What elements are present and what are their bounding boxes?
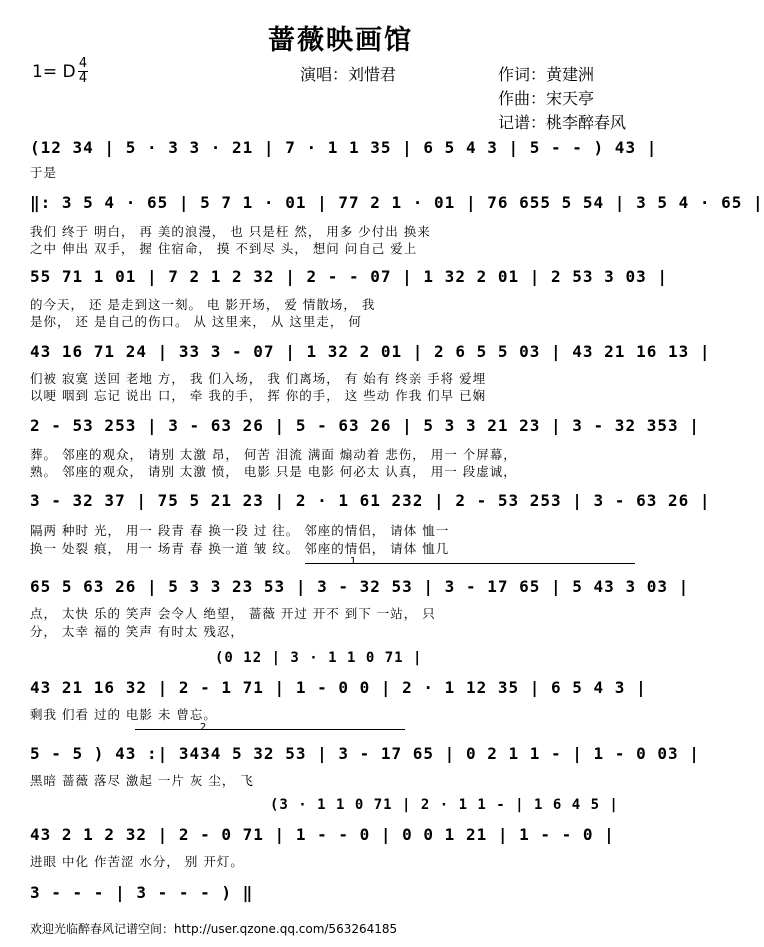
score-row-lyric: 分， 太幸 福的 笑声 有时太 残忍，: [30, 624, 244, 639]
score-row-notes: 43 21 16 32 | 2 - 1 71 | 1 - 0 0 | 2 · 1 12 35 | 6 5 4 3 |: [30, 678, 647, 697]
score-row-lyric: 是你， 还 是自己的伤口。 从 这里来， 从 这里走， 何: [30, 314, 362, 329]
score-row-lyric: 换一 处裂 痕， 用一 场青 春 换一道 皱 纹。 邻座的情侣， 请体 恤几: [30, 541, 450, 556]
interlude-overlay-notes: (0 12 | 3 · 1 1 0 71 |: [215, 650, 423, 666]
score-row-lyric: 的今天， 还 是走到这一刻。 电 影开场， 爱 情散场， 我: [30, 297, 376, 312]
score-row-lyric: 剩我 们看 过的 电影 未 曾忘。: [30, 707, 217, 722]
score-row-notes: 2 - 53 253 | 3 - 63 26 | 5 - 63 26 | 5 3 3 21 23 | 3 - 32 353 |: [30, 416, 700, 435]
singer-credit: 演唱：刘惜君: [300, 65, 397, 84]
meter-bottom: 4: [78, 71, 88, 86]
score-row-notes: 65 5 63 26 | 5 3 3 23 53 | 3 - 32 53 | 3 - 17 65 | 5 43 3 03 |: [30, 577, 690, 596]
volta-second-label: 2: [200, 722, 207, 733]
volta-first-label: 1: [350, 556, 357, 567]
time-signature: [78, 58, 88, 85]
score-row-lyric: 进眼 中化 作苦涩 水分， 别 开灯。: [30, 854, 244, 869]
score-row-notes: 43 16 71 24 | 33 3 - 07 | 1 32 2 01 | 2 6 5 5 03 | 43 21 16 13 |: [30, 342, 711, 361]
score-row-lyric: 点， 太快 乐的 笑声 会令人 绝望， 蔷薇 开过 开不 到下 一站， 只: [30, 606, 436, 621]
score-row-lyric: 隔两 种时 光， 用一 段青 春 换一段 过 往。 邻座的情侣， 请体 恤一: [30, 523, 450, 538]
score-row-lyric: 黑暗 蔷薇 落尽 激起 一片 灰 尘， 飞: [30, 773, 254, 788]
score-row-lyric: 熟。 邻座的观众， 请别 太激 愤， 电影 只是 电影 何必太 认真， 用一 段虚诚，: [30, 464, 517, 479]
transcriber-credit: 记谱：桃李醉春风: [498, 113, 627, 132]
score-row-lyric: 葬。 邻座的观众， 请别 太激 昂， 何苦 泪流 满面 煽动着 悲伤， 用一 个屏幕，: [30, 447, 517, 462]
interlude-overlay-notes: (3 · 1 1 0 71 | 2 · 1 1 - | 1 6 4 5 |: [270, 797, 619, 813]
score-row-notes: 3 - 32 37 | 75 5 21 23 | 2 · 1 61 232 | 2 - 53 253 | 3 - 63 26 |: [30, 491, 711, 510]
song-title: 蔷薇映画馆: [268, 25, 413, 56]
key-signature: 1= D: [32, 62, 76, 82]
lyricist-credit: 作词：黄建洲: [498, 65, 595, 84]
score-row-lyric: 们被 寂寞 送回 老地 方， 我 们入场， 我 们离场， 有 始有 终亲 手将 爱埋: [30, 371, 487, 386]
volta-second-bracket: [135, 729, 405, 730]
score-row-notes: 5 - 5 ) 43 :| 3434 5 32 53 | 3 - 17 65 | 0 2 1 1 - | 1 - 0 03 |: [30, 744, 700, 763]
meter-top: 4: [78, 56, 88, 71]
composer-credit: 作曲：宋天亭: [498, 89, 595, 108]
score-row-notes: 43 2 1 2 32 | 2 - 0 71 | 1 - - 0 | 0 0 1 21 | 1 - - 0 |: [30, 825, 615, 844]
score-row-notes: 55 71 1 01 | 7 2 1 2 32 | 2 - - 07 | 1 32 2 01 | 2 53 3 03 |: [30, 267, 668, 286]
score-row-notes: (12 34 | 5 · 3 3 · 21 | 7 · 1 1 35 | 6 5 4 3 | 5 - - ) 43 |: [30, 138, 658, 157]
score-row-notes: 3 - - - | 3 - - - ) ‖: [30, 883, 254, 902]
score-row-lyric: 之中 伸出 双手， 握 住宿命， 摸 不到尽 头， 想问 问自己 爱上: [30, 241, 418, 256]
score-row-lyric: 以哽 咽到 忘记 说出 口， 牵 我的手， 挥 你的手， 这 些动 作我 们早 已娴: [30, 388, 487, 403]
score-row-lyric: 我们 终于 明白， 再 美的浪漫， 也 只是枉 然， 用多 少付出 换来: [30, 224, 431, 239]
score-row-notes: ‖: 3 5 4 · 65 | 5 7 1 · 01 | 77 2 1 · 01 | 76 655 5 54 | 3 5 4 · 65 |: [30, 193, 764, 212]
score-row-lyric: 于是: [30, 165, 58, 180]
footer-note: 欢迎光临醉春风记谱空间：http://user.qzone.qq.com/563264185: [30, 922, 398, 936]
